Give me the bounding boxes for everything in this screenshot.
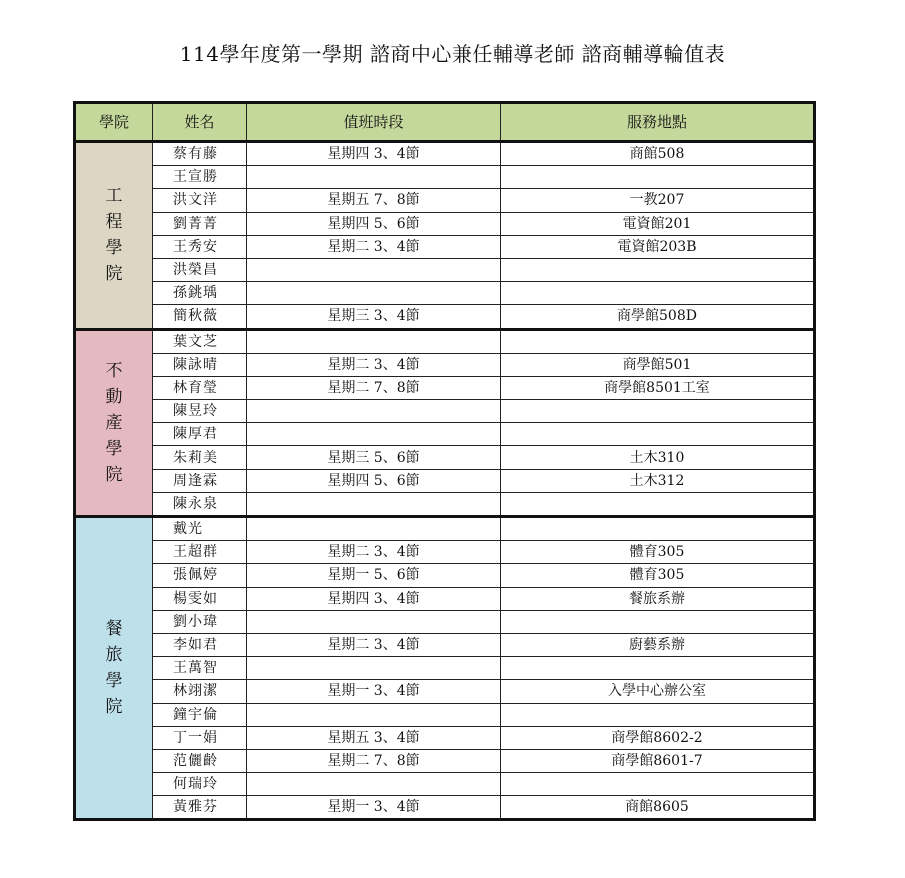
location-cell bbox=[501, 258, 815, 281]
time-cell bbox=[247, 773, 501, 796]
college-char: 程 bbox=[105, 212, 123, 233]
time-cell bbox=[247, 166, 501, 189]
table-row bbox=[75, 353, 815, 376]
location-cell: 電資館203B bbox=[501, 235, 815, 258]
time-cell: 星期二 3、4節 bbox=[247, 353, 501, 376]
page-title: 114學年度第一學期 諮商中心兼任輔導老師 諮商輔導輪值表 bbox=[179, 42, 726, 66]
table-row bbox=[75, 235, 815, 258]
college-char: 學 bbox=[105, 671, 123, 692]
college-char: 院 bbox=[105, 464, 123, 485]
time-cell bbox=[247, 329, 501, 353]
name-cell: 陳永泉 bbox=[153, 492, 247, 516]
location-cell: 餐旅系辦 bbox=[501, 587, 815, 610]
table-row bbox=[75, 749, 815, 772]
table-row bbox=[75, 189, 815, 212]
location-cell: 商學館508D bbox=[501, 305, 815, 329]
location-cell bbox=[501, 400, 815, 423]
table-row bbox=[75, 282, 815, 305]
time-cell: 星期二 7、8節 bbox=[247, 376, 501, 399]
name-cell: 陳昱玲 bbox=[153, 400, 247, 423]
location-cell: 商學館8501工室 bbox=[501, 376, 815, 399]
location-cell bbox=[501, 166, 815, 189]
time-cell bbox=[247, 400, 501, 423]
table-row bbox=[75, 587, 815, 610]
header-name: 姓名 bbox=[153, 103, 247, 142]
time-cell: 星期二 3、4節 bbox=[247, 235, 501, 258]
table-row bbox=[75, 212, 815, 235]
name-cell: 王萬智 bbox=[153, 657, 247, 680]
location-cell: 商館8605 bbox=[501, 796, 815, 820]
time-cell: 星期二 3、4節 bbox=[247, 633, 501, 656]
location-cell bbox=[501, 517, 815, 541]
name-cell: 戴光 bbox=[153, 517, 247, 541]
location-cell bbox=[501, 282, 815, 305]
name-cell: 朱莉美 bbox=[153, 446, 247, 469]
location-cell: 一教207 bbox=[501, 189, 815, 212]
table-row bbox=[75, 657, 815, 680]
name-cell: 丁一娟 bbox=[153, 726, 247, 749]
name-cell: 葉文芝 bbox=[153, 329, 247, 353]
location-cell: 商學館8601-7 bbox=[501, 749, 815, 772]
table-row bbox=[75, 492, 815, 516]
location-cell: 商學館501 bbox=[501, 353, 815, 376]
header-college: 學院 bbox=[75, 103, 153, 142]
time-cell: 星期一 5、6節 bbox=[247, 564, 501, 587]
college-cell bbox=[75, 142, 153, 330]
location-cell: 入學中心辦公室 bbox=[501, 680, 815, 703]
table-row bbox=[75, 564, 815, 587]
name-cell: 劉小瑋 bbox=[153, 610, 247, 633]
table-row bbox=[75, 633, 815, 656]
table-row bbox=[75, 446, 815, 469]
time-cell: 星期三 3、4節 bbox=[247, 305, 501, 329]
header-time: 值班時段 bbox=[247, 103, 501, 142]
college-char: 旅 bbox=[105, 645, 123, 666]
header-row bbox=[75, 103, 815, 142]
name-cell: 楊雯如 bbox=[153, 587, 247, 610]
name-cell: 林育瑩 bbox=[153, 376, 247, 399]
college-char: 餐 bbox=[105, 619, 123, 640]
time-cell: 星期三 5、6節 bbox=[247, 446, 501, 469]
table-row bbox=[75, 166, 815, 189]
location-cell: 體育305 bbox=[501, 541, 815, 564]
location-cell bbox=[501, 423, 815, 446]
college-char: 院 bbox=[105, 264, 123, 285]
table-row bbox=[75, 142, 815, 166]
time-cell: 星期一 3、4節 bbox=[247, 680, 501, 703]
time-cell bbox=[247, 610, 501, 633]
roster-body bbox=[75, 142, 815, 820]
college-char: 院 bbox=[105, 697, 123, 718]
college-char: 動 bbox=[105, 386, 123, 407]
name-cell: 范儷齡 bbox=[153, 749, 247, 772]
time-cell bbox=[247, 703, 501, 726]
location-cell bbox=[501, 657, 815, 680]
name-cell: 王超群 bbox=[153, 541, 247, 564]
location-cell: 商學館8602-2 bbox=[501, 726, 815, 749]
location-cell: 土木312 bbox=[501, 469, 815, 492]
duty-roster-table bbox=[73, 101, 816, 821]
college-char: 不 bbox=[105, 360, 123, 381]
time-cell: 星期四 3、4節 bbox=[247, 587, 501, 610]
time-cell bbox=[247, 657, 501, 680]
name-cell: 陳詠晴 bbox=[153, 353, 247, 376]
name-cell: 陳厚君 bbox=[153, 423, 247, 446]
table-row bbox=[75, 376, 815, 399]
name-cell: 何瑞玲 bbox=[153, 773, 247, 796]
time-cell: 星期四 5、6節 bbox=[247, 212, 501, 235]
table-row bbox=[75, 773, 815, 796]
name-cell: 蔡有藤 bbox=[153, 142, 247, 166]
college-cell bbox=[75, 517, 153, 820]
table-row bbox=[75, 680, 815, 703]
table-row bbox=[75, 423, 815, 446]
location-cell: 體育305 bbox=[501, 564, 815, 587]
table-row bbox=[75, 796, 815, 820]
header-location: 服務地點 bbox=[501, 103, 815, 142]
time-cell bbox=[247, 258, 501, 281]
name-cell: 張佩婷 bbox=[153, 564, 247, 587]
time-cell bbox=[247, 423, 501, 446]
location-cell bbox=[501, 329, 815, 353]
time-cell bbox=[247, 282, 501, 305]
location-cell bbox=[501, 492, 815, 516]
name-cell: 王秀安 bbox=[153, 235, 247, 258]
table-row bbox=[75, 726, 815, 749]
time-cell: 星期五 3、4節 bbox=[247, 726, 501, 749]
table-row bbox=[75, 258, 815, 281]
name-cell: 洪文洋 bbox=[153, 189, 247, 212]
time-cell: 星期二 3、4節 bbox=[247, 541, 501, 564]
table-row bbox=[75, 305, 815, 329]
time-cell bbox=[247, 492, 501, 516]
college-char: 工 bbox=[105, 186, 123, 207]
table-row bbox=[75, 517, 815, 541]
table-row bbox=[75, 400, 815, 423]
name-cell: 劉菁菁 bbox=[153, 212, 247, 235]
time-cell: 星期四 3、4節 bbox=[247, 142, 501, 166]
location-cell: 電資館201 bbox=[501, 212, 815, 235]
name-cell: 洪榮昌 bbox=[153, 258, 247, 281]
name-cell: 黃雅芬 bbox=[153, 796, 247, 820]
name-cell: 簡秋薇 bbox=[153, 305, 247, 329]
time-cell bbox=[247, 517, 501, 541]
location-cell: 土木310 bbox=[501, 446, 815, 469]
time-cell: 星期一 3、4節 bbox=[247, 796, 501, 820]
name-cell: 鐘宇倫 bbox=[153, 703, 247, 726]
college-char: 學 bbox=[105, 238, 123, 259]
college-char: 學 bbox=[105, 438, 123, 459]
table-row bbox=[75, 469, 815, 492]
table-row bbox=[75, 610, 815, 633]
table-row bbox=[75, 329, 815, 353]
name-cell: 李如君 bbox=[153, 633, 247, 656]
location-cell bbox=[501, 773, 815, 796]
time-cell: 星期二 7、8節 bbox=[247, 749, 501, 772]
name-cell: 孫銚瑀 bbox=[153, 282, 247, 305]
name-cell: 周逢霖 bbox=[153, 469, 247, 492]
name-cell: 林翊潔 bbox=[153, 680, 247, 703]
location-cell: 廚藝系辦 bbox=[501, 633, 815, 656]
college-char: 產 bbox=[105, 412, 123, 433]
table-row bbox=[75, 541, 815, 564]
table-row bbox=[75, 703, 815, 726]
location-cell bbox=[501, 703, 815, 726]
college-cell bbox=[75, 329, 153, 517]
location-cell: 商館508 bbox=[501, 142, 815, 166]
location-cell bbox=[501, 610, 815, 633]
time-cell: 星期四 5、6節 bbox=[247, 469, 501, 492]
time-cell: 星期五 7、8節 bbox=[247, 189, 501, 212]
name-cell: 王宣勝 bbox=[153, 166, 247, 189]
